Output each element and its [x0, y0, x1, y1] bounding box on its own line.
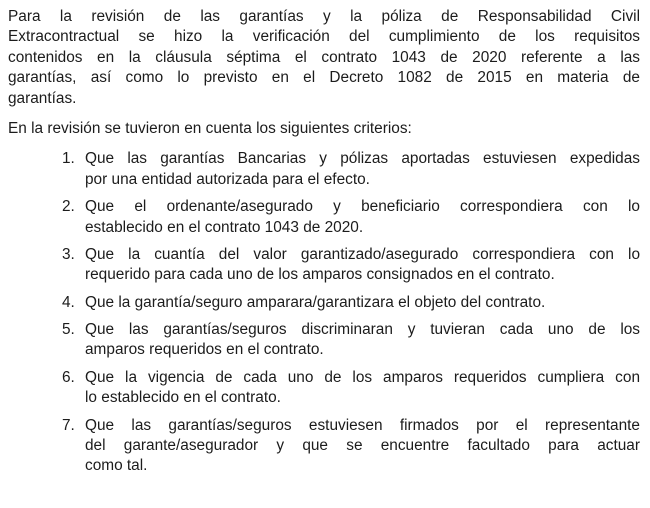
text-line: Extracontractual se hizo la verificación del cumplimiento de los requisitos [8, 28, 640, 46]
list-item-text [85, 416, 640, 477]
list-item-number: 5. [62, 321, 75, 339]
text-line: Que las garantías/seguros estuviesen firmados por el representante [85, 416, 640, 434]
list-item-6 [8, 368, 640, 409]
list-item-number: 1. [62, 150, 75, 168]
list-item-number: 4. [62, 293, 75, 311]
text-line: Que la garantía/seguro amparara/garantizara el objeto del contrato. [85, 293, 546, 311]
text-line: garantías, así como lo previsto en el Decreto 1082 de 2015 en materia de [8, 69, 640, 87]
list-item-text [85, 320, 640, 361]
text-line: En la revisión se tuvieron en cuenta los siguientes criterios: [8, 119, 412, 137]
list-item-2 [8, 197, 640, 238]
list-item-text [85, 293, 640, 313]
criteria-list [8, 149, 640, 476]
text-line: Para la revisión de las garantías y la póliza de Responsabilidad Civil [8, 8, 640, 25]
text-line: contenidos en la cláusula séptima el contrato 1043 de 2020 referente a las [8, 48, 640, 66]
text-line: Que la vigencia de cada uno de los amparos requeridos cumpliera con [85, 368, 640, 386]
text-line: Que el ordenante/asegurado y beneficiario correspondiera con lo [85, 198, 640, 216]
text-line: como tal. [85, 457, 148, 475]
text-line: Que las garantías Bancarias y pólizas aportadas estuviesen expedidas [85, 150, 640, 168]
text-line: amparos requeridos en el contrato. [85, 341, 324, 359]
list-item-number: 3. [62, 245, 75, 263]
list-item-1 [8, 149, 640, 190]
intro-paragraph [8, 7, 640, 109]
list-item-number: 6. [62, 368, 75, 386]
text-line: del garante/asegurador y que se encuentre facultado para actuar [85, 437, 640, 455]
text-line: Que la cuantía del valor garantizado/asegurado correspondiera con lo [85, 245, 640, 263]
text-line: requerido para cada uno de los amparos consignados en el contrato. [85, 266, 555, 284]
list-item-7 [8, 416, 640, 477]
list-item-number: 7. [62, 416, 75, 434]
list-item-text [85, 245, 640, 286]
text-line: Que las garantías/seguros discriminaran y tuvieran cada uno de los [85, 321, 640, 339]
text-line: establecido en el contrato 1043 de 2020. [85, 218, 364, 236]
text-line: lo establecido en el contrato. [85, 389, 281, 407]
list-item-text [85, 368, 640, 409]
text-line: garantías. [8, 89, 77, 107]
list-item-text [85, 149, 640, 190]
list-item-3 [8, 245, 640, 286]
list-item-4 [8, 293, 640, 313]
text-line: por una entidad autorizada para el efecto. [85, 170, 370, 188]
list-item-number: 2. [62, 198, 75, 216]
list-item-text [85, 197, 640, 238]
criteria-intro [8, 119, 640, 139]
list-item-5 [8, 320, 640, 361]
